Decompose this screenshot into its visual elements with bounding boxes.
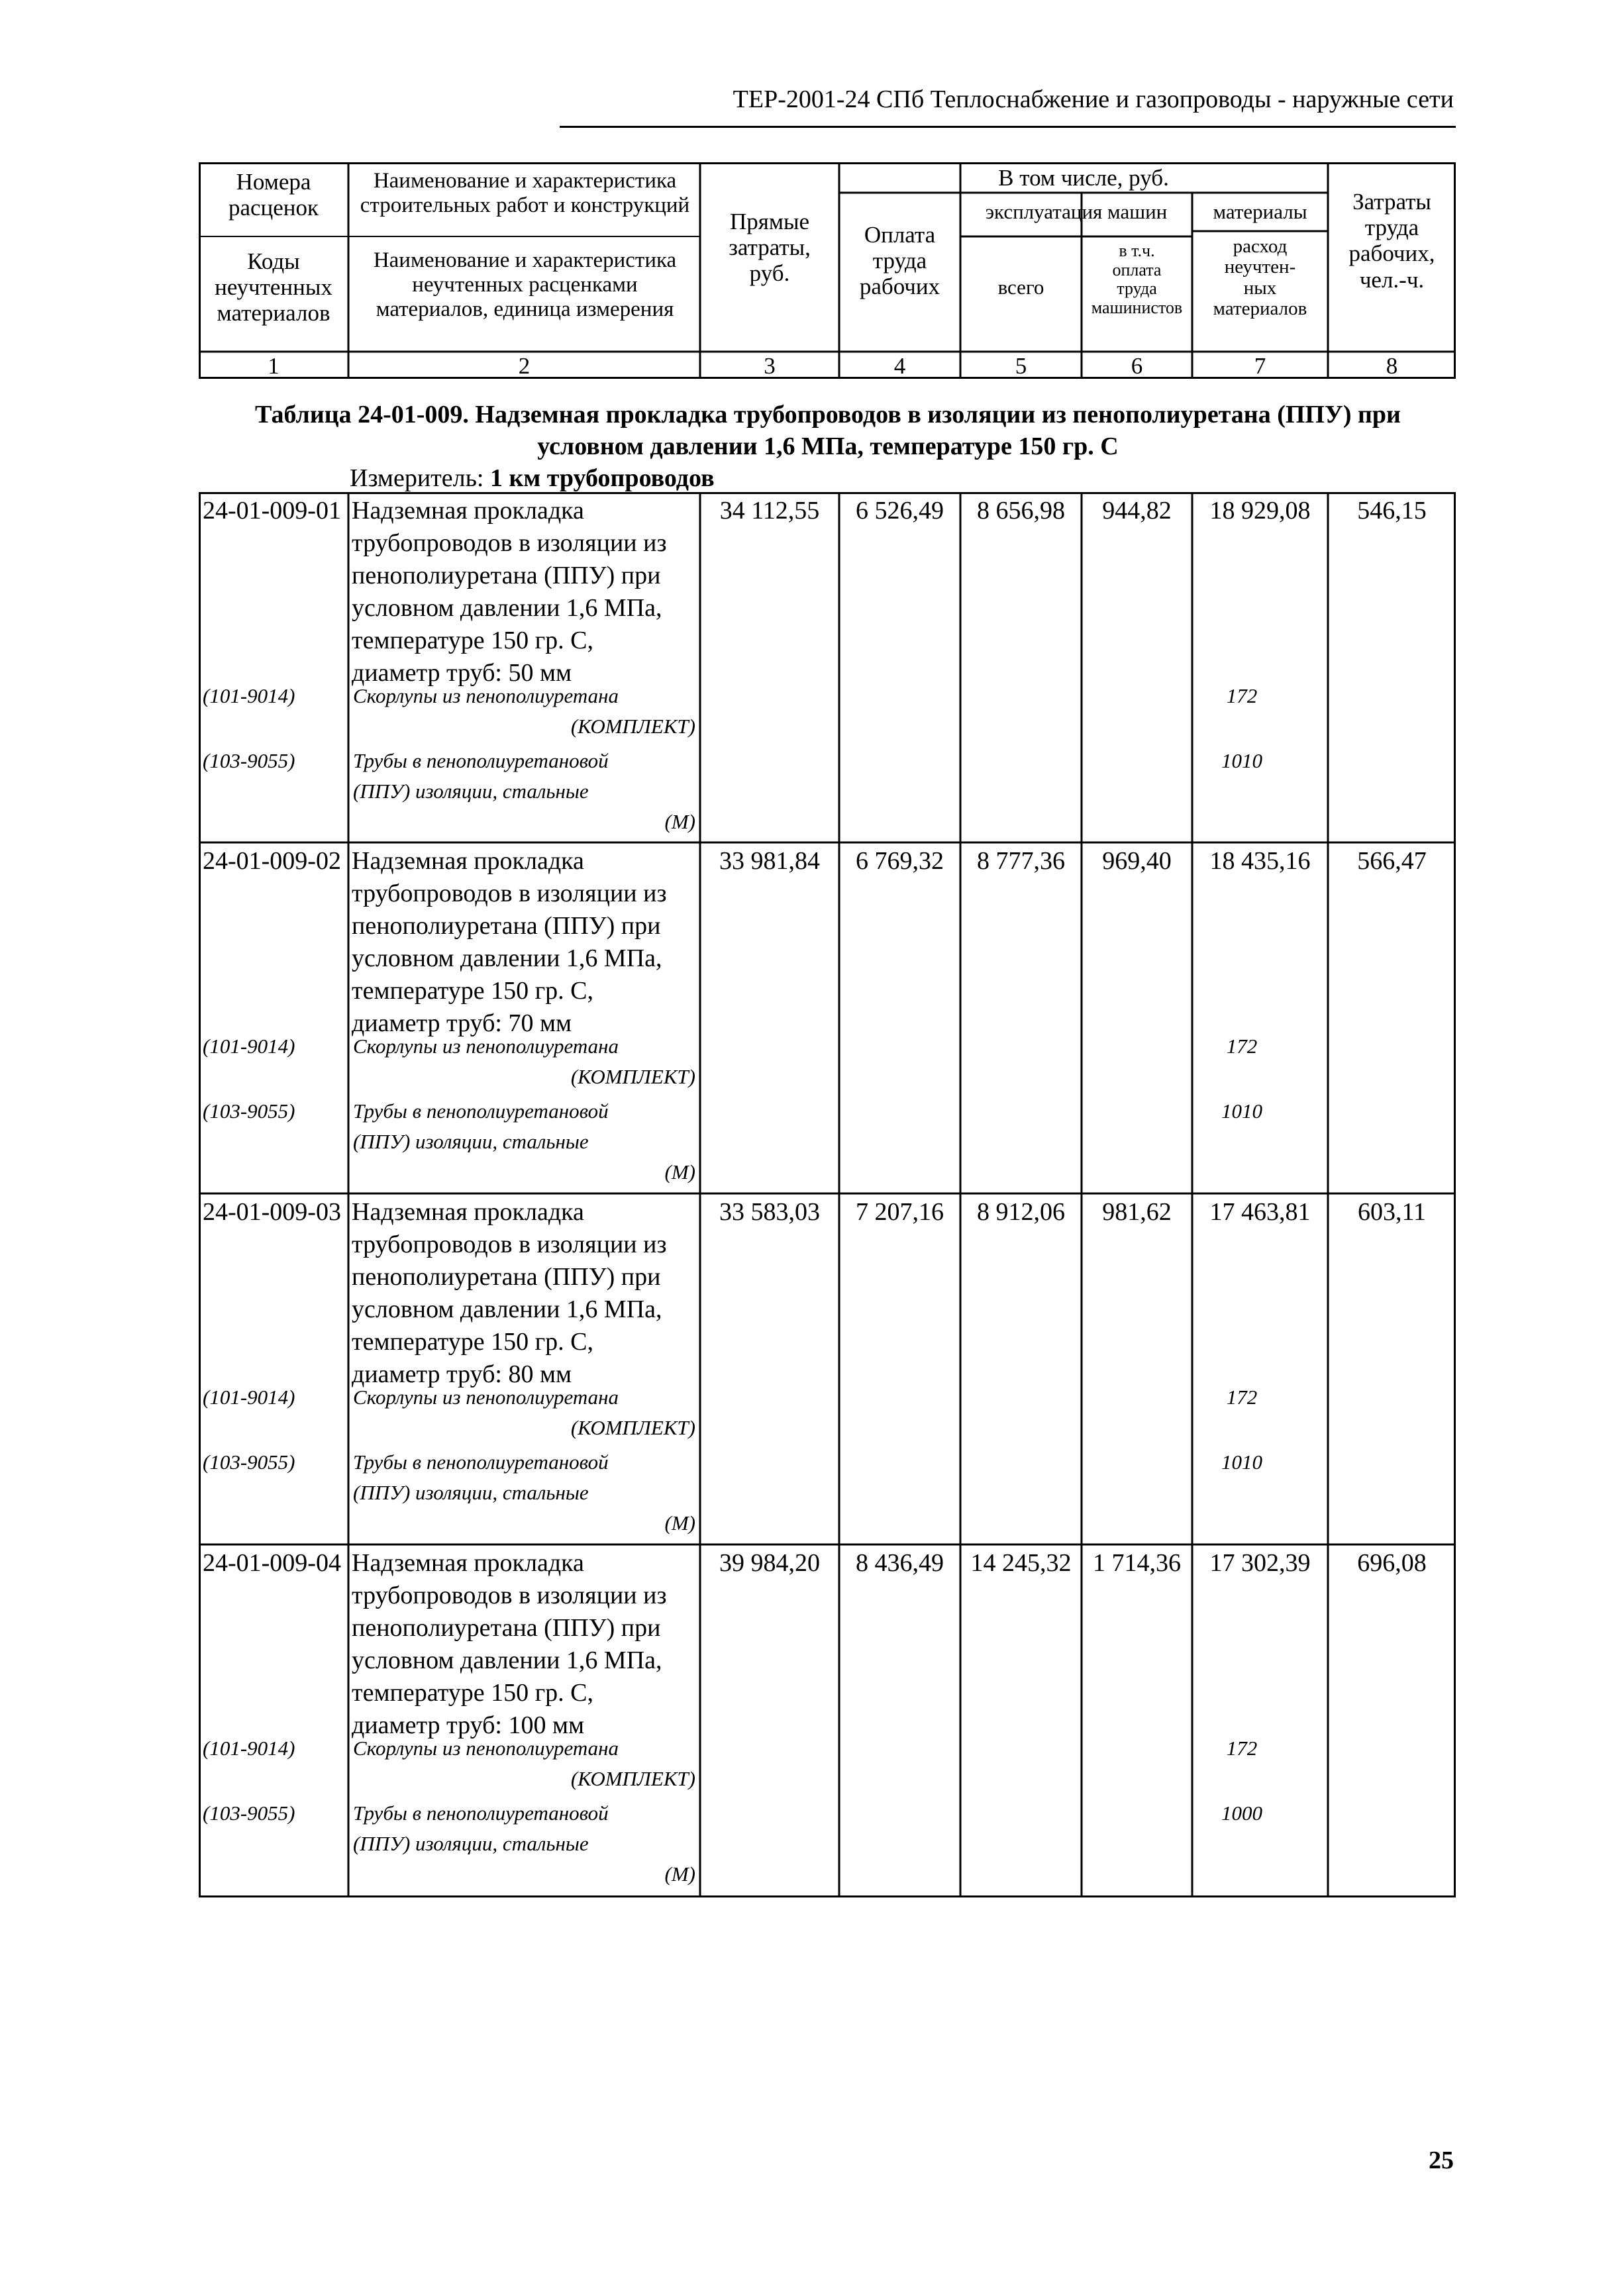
col2-bottom-line: материалов, единица измерения [376,297,674,321]
desc-line: Надземная прокладка [352,847,584,875]
col7-line: ных [1243,277,1277,299]
machines-total: 8 656,98 [977,497,1065,525]
machines-total: 8 912,06 [977,1198,1065,1226]
col2-bottom-line: неучтенных расценками [412,272,638,297]
col1-header-bottom [199,248,348,327]
table-caption-line1: Таблица 24-01-009. Надземная прокладка трубопроводов в изоляции из пенополиуретана (ППУ) при [255,401,1401,429]
resource-unit: (КОМПЛЕКТ) [570,1767,695,1790]
column-header [199,162,1456,379]
resource-unit: (КОМПЛЕКТ) [570,1416,695,1439]
col-number-5: 5 [1015,353,1027,379]
desc-line: условном давлении 1,6 МПа, [352,1295,662,1323]
rate-code: 24-01-009-03 [203,1198,341,1226]
col-number-4: 4 [893,353,906,379]
col6-line: в т.ч. [1119,241,1155,260]
materials-cost: 18 929,08 [1209,497,1311,525]
resource-name: Скорлупы из пенополиуретана [353,1737,619,1760]
table-row [199,492,1456,842]
header-rule [560,126,1456,128]
labor-pay: 6 769,32 [856,847,944,875]
desc-line: пенополиуретана (ППУ) при [352,1263,661,1291]
rate-description [352,495,696,689]
labor-pay: 7 207,16 [856,1198,944,1226]
desc-line: Надземная прокладка [352,1549,584,1577]
desc-line: пенополиуретана (ППУ) при [352,912,661,940]
col-number-7: 7 [1254,353,1266,379]
resource-name-line2: (ППУ) изоляции, стальные [353,1130,589,1153]
desc-line: условном давлении 1,6 МПа, [352,1646,662,1674]
machinist-pay: 969,40 [1102,847,1172,875]
desc-line: температуре 150 гр. С, [352,627,594,654]
resource-code: (101-9014) [203,1035,295,1058]
col7-line: материалов [1213,297,1307,319]
col1-top-line: расценок [228,195,319,221]
resource-name: Трубы в пенополиуретановой [353,1801,609,1825]
resource-unit: (КОМПЛЕКТ) [570,1065,695,1088]
col3-line: руб. [749,260,790,287]
machinist-pay: 981,62 [1102,1198,1172,1226]
measure-value: 1 км трубопроводов [490,464,715,492]
desc-line: диаметр труб: 70 мм [352,1009,572,1037]
col2-header-bottom [351,248,699,322]
labor-hours: 546,15 [1357,497,1427,525]
resource-name-line2: (ППУ) изоляции, стальные [353,1832,589,1855]
col6-line: труда [1117,279,1157,299]
col3-line: Прямые [729,209,810,234]
resource-name: Трубы в пенополиуретановой [353,1450,609,1474]
resource-quantity: 172 [1226,1737,1258,1760]
resource-code: (101-9014) [203,1737,295,1760]
col2-bottom-line: Наименование и характеристика [373,248,677,272]
labor-hours: 566,47 [1357,847,1427,875]
col7-header [1192,236,1328,319]
desc-line: трубопроводов в изоляции из [352,1582,667,1609]
rate-code: 24-01-009-02 [203,847,341,875]
resource-unit: (М) [664,810,695,833]
col3-line: затраты, [729,234,811,261]
col-number-3: 3 [764,353,776,379]
table-row [199,842,1456,1193]
labor-pay: 8 436,49 [856,1549,944,1577]
rate-code: 24-01-009-01 [203,497,341,525]
resource-unit: (М) [664,1160,695,1184]
desc-line: диаметр труб: 80 мм [352,1360,572,1388]
labor-hours: 603,11 [1357,1198,1427,1226]
col1-header-top [199,169,348,221]
resource-quantity: 1010 [1221,749,1262,772]
desc-line: трубопроводов в изоляции из [352,1231,667,1258]
labor-pay: 6 526,49 [856,497,944,525]
desc-line: температуре 150 гр. С, [352,1328,594,1356]
resource-name-line2: (ППУ) изоляции, стальные [353,1481,589,1504]
col4-header [839,222,960,300]
resource-code: (103-9055) [203,749,295,772]
col-number-2: 2 [518,353,531,379]
col8-line: труда [1364,215,1419,241]
col8-line: рабочих, [1348,240,1435,267]
machines-total: 8 777,36 [977,847,1065,875]
col-number-8: 8 [1386,353,1398,379]
resource-code: (101-9014) [203,1386,295,1409]
resource-quantity: 172 [1226,684,1258,707]
direct-costs: 33 981,84 [719,847,820,875]
resource-quantity: 172 [1226,1386,1258,1409]
desc-line: трубопроводов в изоляции из [352,529,667,557]
resource-name: Скорлупы из пенополиуретана [353,1035,619,1058]
col8-header [1328,189,1456,293]
machines-header: эксплуатация машин [985,200,1168,223]
col4-line: труда [872,248,927,274]
materials-cost: 18 435,16 [1209,847,1311,875]
table-caption [205,399,1450,462]
desc-line: условном давлении 1,6 МПа, [352,944,662,972]
labor-hours: 696,08 [1357,1549,1427,1577]
resource-name: Скорлупы из пенополиуретана [353,684,619,707]
col8-line: чел.-ч. [1359,266,1425,293]
table-caption-line2: условном давлении 1,6 МПа, температуре 150 гр. С [537,432,1119,460]
direct-costs: 34 112,55 [719,497,820,525]
col6-line: оплата [1112,260,1162,279]
desc-line: диаметр труб: 100 мм [352,1711,585,1739]
group-header: В том числе, руб. [998,165,1169,191]
materials-cost: 17 302,39 [1209,1549,1311,1577]
col2-top-line: строительных работ и конструкций [360,193,690,217]
resource-code: (103-9055) [203,1801,295,1825]
materials-cost: 17 463,81 [1209,1198,1311,1226]
resource-name: Трубы в пенополиуретановой [353,749,609,772]
resource-code: (101-9014) [203,684,295,707]
resource-name: Трубы в пенополиуретановой [353,1099,609,1123]
rate-description [352,845,696,1040]
table-row [199,1544,1456,1897]
running-header: ТЕР-2001-24 СПб Теплоснабжение и газопроводы - наружные сети [733,85,1454,113]
desc-line: диаметр труб: 50 мм [352,659,572,687]
desc-line: трубопроводов в изоляции из [352,880,667,907]
desc-line: температуре 150 гр. С, [352,977,594,1005]
rate-code: 24-01-009-04 [203,1549,341,1577]
col7-line: расход [1233,236,1288,257]
col8-line: Затраты [1352,189,1431,215]
resource-quantity: 1010 [1221,1450,1262,1474]
resource-unit: (КОМПЛЕКТ) [570,715,695,738]
col4-line: рабочих [859,274,940,300]
col-number-1: 1 [268,353,279,379]
measure-line [350,464,715,493]
col-number-6: 6 [1131,353,1143,379]
resource-name: Скорлупы из пенополиуретана [353,1386,619,1409]
col5-header: всего [997,276,1044,299]
resource-quantity: 172 [1226,1035,1258,1058]
machinist-pay: 1 714,36 [1093,1549,1181,1577]
resource-unit: (М) [664,1862,695,1886]
col4-line: Оплата [864,222,936,248]
col1-bottom-line: неучтенных [215,274,332,301]
measure-label: Измеритель: [350,464,484,492]
rate-description [352,1547,696,1742]
desc-line: условном давлении 1,6 МПа, [352,594,662,622]
machines-total: 14 245,32 [970,1549,1072,1577]
table-row [199,1193,1456,1544]
col6-line: машинистов [1091,297,1183,317]
col2-top-line: Наименование и характеристика [373,169,677,193]
rate-description [352,1196,696,1391]
desc-line: Надземная прокладка [352,497,584,525]
col1-top-line: Номера [236,169,311,195]
desc-line: Надземная прокладка [352,1198,584,1226]
materials-header: материалы [1213,200,1307,223]
resource-code: (103-9055) [203,1450,295,1474]
col2-header-top [351,169,699,218]
desc-line: пенополиуретана (ППУ) при [352,1614,661,1642]
desc-line: температуре 150 гр. С, [352,1679,594,1707]
col1-bottom-line: материалов [217,300,330,327]
direct-costs: 39 984,20 [719,1549,820,1577]
desc-line: пенополиуретана (ППУ) при [352,562,661,589]
col3-header [700,209,839,287]
machinist-pay: 944,82 [1102,497,1172,525]
col6-header [1082,242,1192,317]
resource-unit: (М) [664,1511,695,1535]
resource-name-line2: (ППУ) изоляции, стальные [353,780,589,803]
resource-quantity: 1000 [1221,1801,1262,1825]
col7-line: неучтен- [1224,256,1296,278]
col1-bottom-line: Коды [247,248,300,274]
page-number: 25 [1429,2146,1454,2174]
direct-costs: 33 583,03 [719,1198,820,1226]
resource-quantity: 1010 [1221,1099,1262,1123]
resource-code: (103-9055) [203,1099,295,1123]
